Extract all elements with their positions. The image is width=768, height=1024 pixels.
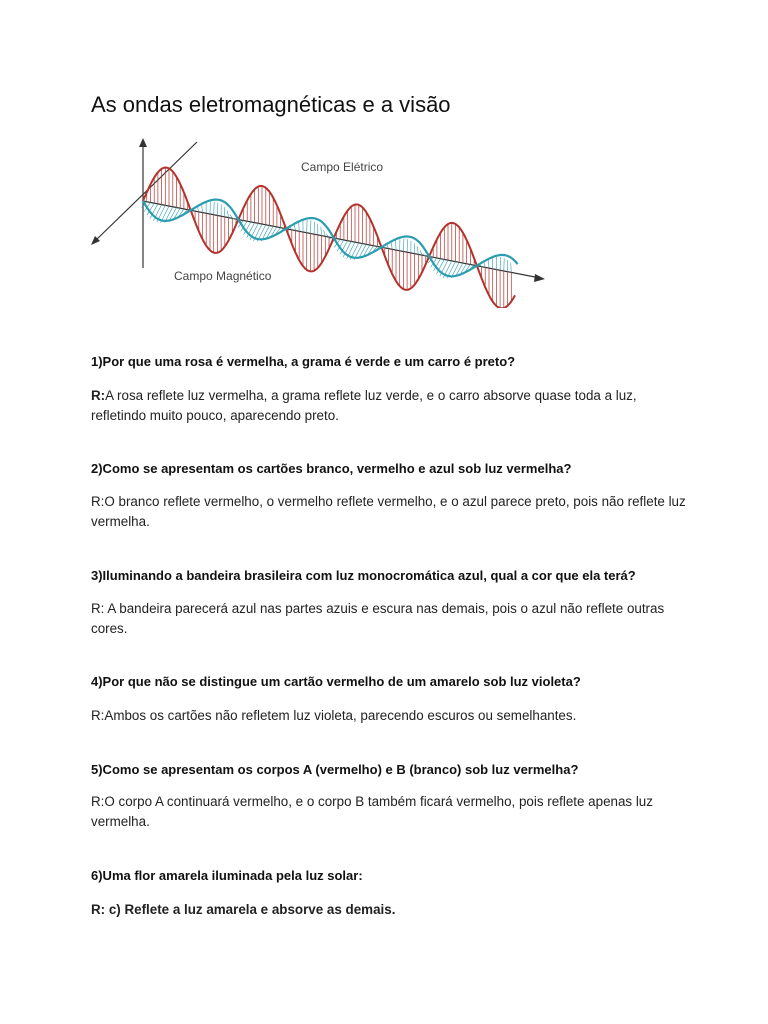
magnetic-field-label: Campo Magnético	[174, 269, 272, 283]
answer-1-text: A rosa reflete luz vermelha, a grama reflete luz verde, e o carro absorve quase toda a luz, refletindo muito pouco, aparecendo preto.	[91, 388, 637, 423]
answer-3: R: A bandeira parecerá azul nas partes azuis e escura nas demais, pois o azul não reflete outras cores.	[91, 601, 665, 636]
answer-6: R: c) Reflete a luz amarela e absorve as demais.	[91, 902, 396, 917]
magnetic-hatch-line	[324, 230, 326, 236]
magnetic-hatch-line	[407, 239, 408, 252]
answer-5: R:O corpo A continuará vermelho, e o corpo B também ficará vermelho, pois reflete apenas luz vermelha.	[91, 794, 653, 829]
magnetic-hatch-line	[488, 259, 489, 268]
magnetic-hatch-line	[224, 207, 225, 217]
magnetic-hatch-line	[202, 204, 203, 213]
magnetic-hatch-line	[511, 263, 512, 273]
answer-1	[91, 386, 691, 426]
magnetic-field-wave	[143, 200, 518, 277]
answer-1-prefix: R:	[91, 388, 106, 403]
em-wave-figure	[85, 138, 555, 308]
propagation-axis-arrow	[534, 274, 545, 282]
question-6: 6)Uma flor amarela iluminada pela luz solar:	[91, 868, 363, 883]
question-3: 3)Iluminando a bandeira brasileira com luz monocromática azul, qual a cor que ela terá?	[91, 568, 636, 583]
magnetic-hatch-line	[403, 239, 404, 252]
question-1: 1)Por que uma rosa é vermelha, a grama é verde e um carro é preto?	[91, 354, 516, 369]
answer-2: R:O branco reflete vermelho, o vermelho reflete vermelho, e o azul parece preto, pois não reflete luz vermelha.	[91, 494, 686, 529]
question-2: 2)Como se apresentam os cartões branco, vermelho e azul sob luz vermelha?	[91, 461, 572, 476]
magnetic-hatch-line	[214, 202, 215, 215]
diagonal-axis	[95, 142, 197, 241]
magnetic-hatch-line	[227, 211, 228, 218]
magnetic-hatch-line	[299, 222, 300, 231]
magnetic-hatch-line	[391, 242, 392, 250]
magnetic-hatch-line	[417, 246, 418, 254]
magnetic-hatch-line	[310, 220, 311, 233]
electric-field-label: Campo Elétrico	[301, 160, 384, 174]
answer-4: R:Ambos os cartões não refletem luz violeta, parecendo escuros ou semelhantes.	[91, 708, 577, 723]
page-title: As ondas eletromagnéticas e a visão	[91, 92, 451, 117]
magnetic-hatch-line	[500, 257, 501, 270]
question-4: 4)Por que não se distingue um cartão vermelho de um amarelo sob luz violeta?	[91, 674, 581, 689]
question-5: 5)Como se apresentam os corpos A (vermelho) e B (branco) sob luz vermelha?	[91, 762, 579, 777]
vertical-axis-arrow	[139, 138, 147, 147]
magnetic-hatch-line	[321, 227, 322, 236]
